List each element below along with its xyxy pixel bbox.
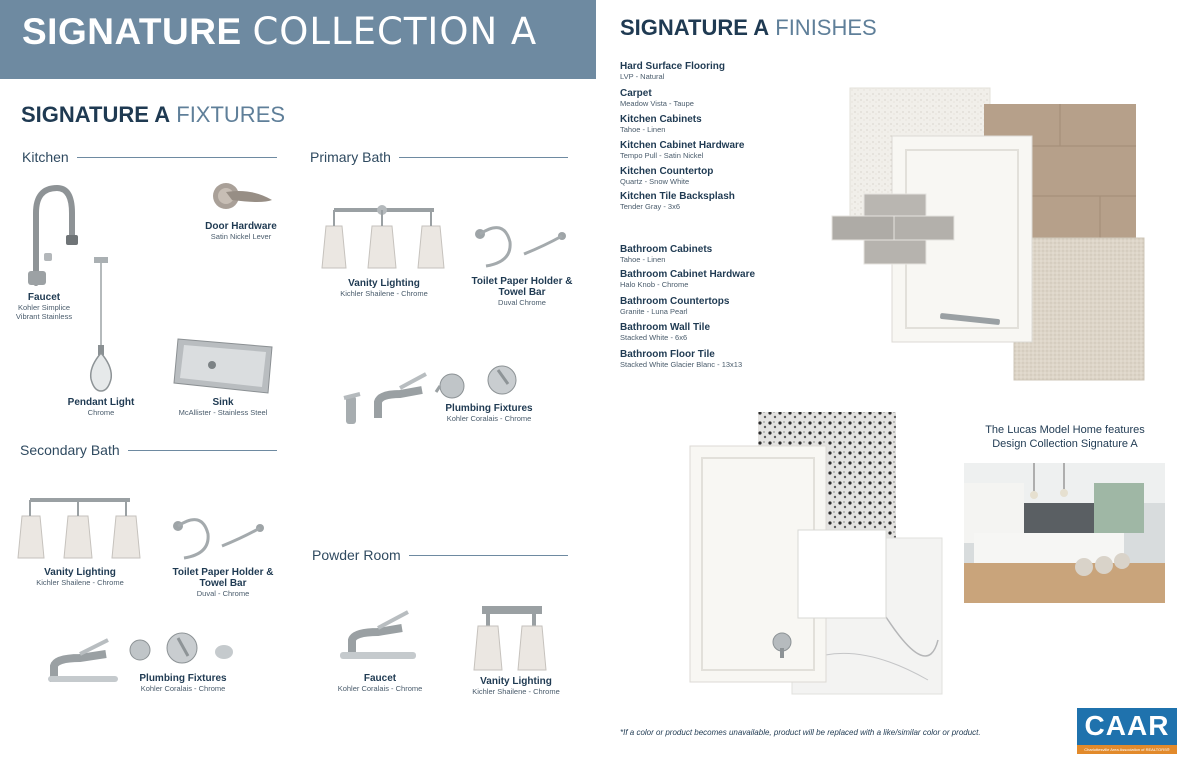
- caar-logo-subtitle: Charlottesville Area Association of REALTORS®: [1084, 747, 1170, 752]
- primary-bath-heading: Primary Bath: [310, 149, 568, 165]
- fixtures-title: SIGNATURE A FIXTURES: [21, 102, 286, 127]
- finish-item: Carpet Meadow Vista - Taupe: [620, 88, 694, 108]
- caar-logo-text: CAAR: [1084, 710, 1170, 741]
- bath-finish-samples-icon: [688, 410, 946, 696]
- finishes-title: SIGNATURE A FINISHES: [620, 15, 877, 40]
- finish-item: Kitchen Cabinet Hardware Tempo Pull - Satin Nickel: [620, 140, 745, 160]
- primary-vanity-caption: Vanity Lighting Kichler Shailene - Chrome: [340, 278, 428, 298]
- primary-towel-bar-caption: Toilet Paper Holder & Towel Bar Duval Chrome: [471, 276, 573, 307]
- door-lever-icon: [212, 178, 274, 218]
- page-title: SIGNATURE COLLECTION A: [22, 10, 538, 53]
- secondary-towel-bar-icon: [172, 514, 266, 564]
- door-hardware-caption: Door Hardware Satin Nickel Lever: [205, 221, 277, 241]
- finish-item: Kitchen Cabinets Tahoe - Linen: [620, 114, 702, 134]
- finish-item: Kitchen Countertop Quartz - Snow White: [620, 166, 714, 186]
- finish-item: Kitchen Tile Backsplash Tender Gray - 3x6: [620, 191, 735, 211]
- finish-item: Bathroom Cabinet Hardware Halo Knob - Chrome: [620, 269, 756, 289]
- powder-vanity-caption: Vanity Lighting Kichler Shailene - Chrome: [472, 676, 560, 696]
- secondary-plumbing-caption: Plumbing Fixtures Kohler Coralais - Chrome: [139, 673, 227, 693]
- kitchen-finish-samples-icon: [830, 86, 1148, 382]
- caar-logo: [1077, 708, 1177, 754]
- model-home-photo: [964, 463, 1165, 603]
- finish-item: Bathroom Floor Tile Stacked White Glacier Blanc - 13x13: [620, 349, 743, 369]
- finish-item: Bathroom Countertops Granite - Luna Pearl: [620, 296, 730, 316]
- disclaimer-note: *If a color or product becomes unavailable, product will be replaced with a like/similar color or product.: [620, 728, 981, 737]
- sink-caption: Sink McAllister - Stainless Steel: [178, 397, 268, 417]
- kitchen-sink-icon: [172, 333, 275, 395]
- kitchen-faucet-caption: Faucet Kohler Simplice Vibrant Stainless: [15, 292, 73, 321]
- pendant-light-caption: Pendant Light Chrome: [67, 397, 135, 417]
- finish-item: Bathroom Cabinets Tahoe - Linen: [620, 244, 713, 264]
- secondary-bath-heading: Secondary Bath: [20, 442, 277, 458]
- primary-plumbing-caption: Plumbing Fixtures Kohler Coralais - Chrome: [445, 403, 533, 423]
- powder-vanity-light-icon: [474, 606, 550, 672]
- model-home-caption: The Lucas Model Home features Design Collection Signature A: [985, 424, 1145, 450]
- secondary-vanity-light-icon: [18, 494, 142, 562]
- finish-item: Bathroom Wall Tile Stacked White - 6x6: [620, 322, 711, 342]
- primary-vanity-light-icon: [322, 204, 446, 272]
- primary-towel-bar-icon: [474, 222, 568, 272]
- powder-faucet-caption: Faucet Kohler Coralais - Chrome: [337, 673, 423, 693]
- pendant-light-icon: [86, 257, 116, 397]
- secondary-vanity-caption: Vanity Lighting Kichler Shailene - Chrome: [36, 567, 124, 587]
- kitchen-heading: Kitchen: [22, 149, 277, 165]
- powder-room-heading: Powder Room: [312, 547, 568, 563]
- model-home-kitchen-image: [964, 463, 1165, 603]
- powder-faucet-icon: [338, 608, 420, 664]
- kitchen-faucet-icon: [22, 183, 82, 288]
- secondary-towel-bar-caption: Toilet Paper Holder & Towel Bar Duval - Chrome: [172, 567, 274, 598]
- finish-item: Hard Surface Flooring LVP - Natural: [620, 61, 726, 81]
